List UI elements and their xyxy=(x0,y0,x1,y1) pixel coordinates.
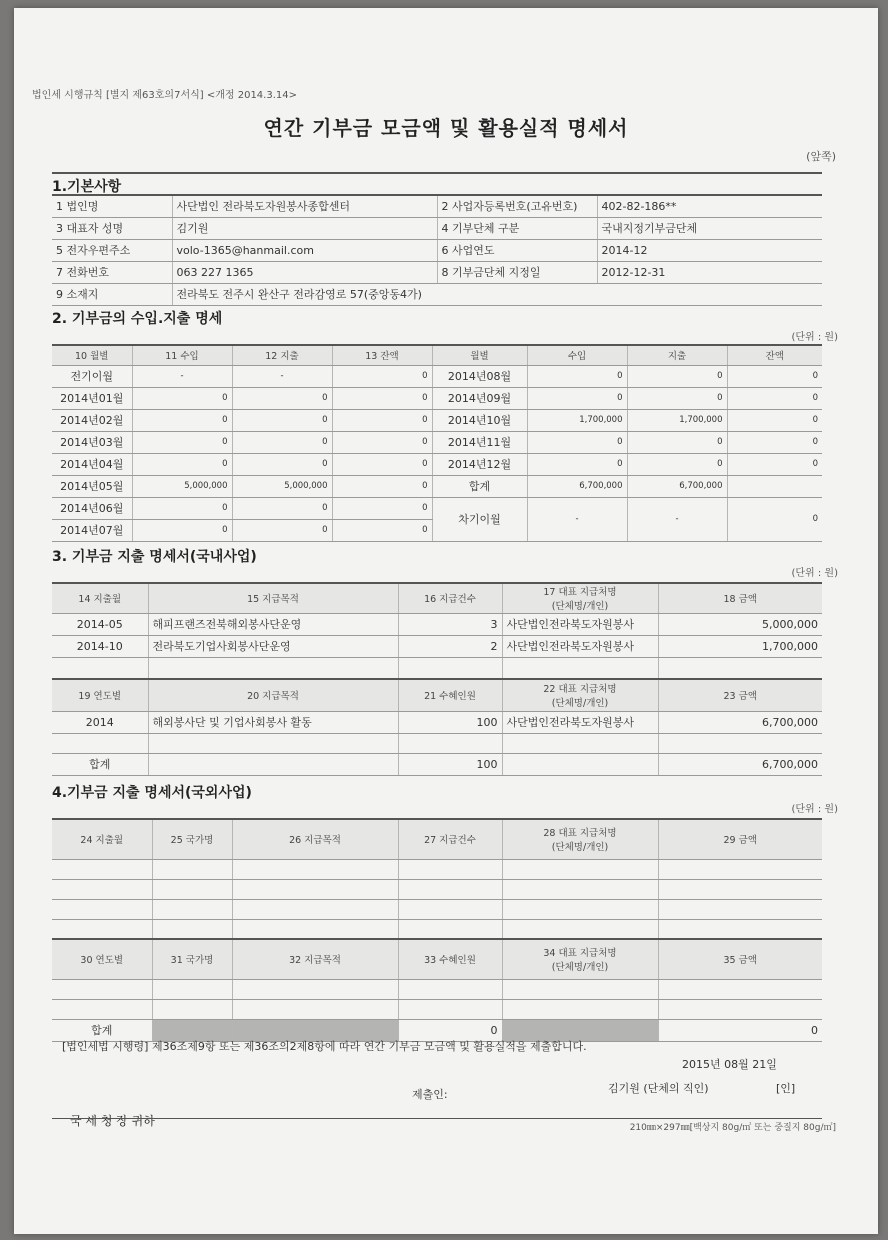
foreign-header-row-2 xyxy=(52,939,822,979)
label-address: 9 소재지 xyxy=(52,283,172,305)
seal-label: [인] xyxy=(776,1082,796,1095)
cell-expense: 0 xyxy=(627,365,727,387)
value-designation-date: 2012-12-31 xyxy=(597,261,822,283)
cell-expense: 1,700,000 xyxy=(627,409,727,431)
cell-balance: 0 xyxy=(727,431,822,453)
basic-row xyxy=(52,283,822,305)
table-row xyxy=(52,453,822,475)
cell-purpose: 해피프랜즈전북해외봉사단운영 xyxy=(148,613,398,635)
cell-balance: 0 xyxy=(727,387,822,409)
basic-row xyxy=(52,195,822,217)
cell-total-income: 6,700,000 xyxy=(527,475,627,497)
cell-carry-expense: - xyxy=(627,497,727,541)
domestic-total-row xyxy=(52,753,822,775)
table-row xyxy=(52,635,822,657)
header-payee-2-line1: 22 대표 지급처명 xyxy=(543,684,617,696)
section4-title: 4.기부금 지출 명세서(국외사업) xyxy=(52,785,252,801)
cell-expense: 0 xyxy=(627,453,727,475)
cell-month: 전기이월 xyxy=(52,365,132,387)
cell-beneficiaries: 100 xyxy=(398,711,502,733)
header-payee-2-line2: (단체명/개인) xyxy=(551,698,609,710)
table-row xyxy=(52,387,822,409)
header-payee-2 xyxy=(502,939,658,979)
cell-payee: 사단법인전라북도자원봉사 xyxy=(502,711,658,733)
table-row xyxy=(52,733,822,753)
header-purpose-2: 20 지급목적 xyxy=(148,679,398,711)
table-row xyxy=(52,497,822,519)
cell-balance: 0 xyxy=(727,453,822,475)
cell-income: 0 xyxy=(132,431,232,453)
cell-income: 0 xyxy=(132,453,232,475)
cell-amount: 6,700,000 xyxy=(658,711,822,733)
value-corp-name: 사단법인 전라북도자원봉사종합센터 xyxy=(172,195,437,217)
cell-income: 0 xyxy=(527,453,627,475)
cell-month: 2014년03월 xyxy=(52,431,132,453)
front-side-label: (앞쪽) xyxy=(806,150,836,163)
header-balance-2: 잔액 xyxy=(727,345,822,365)
cell-total-amount: 0 xyxy=(658,1019,822,1041)
header-amount: 29 금액 xyxy=(658,819,822,859)
cell-income: 0 xyxy=(132,387,232,409)
cell-total-balance xyxy=(727,475,822,497)
domestic-expense-table xyxy=(52,582,822,776)
cell-month: 2014년09월 xyxy=(432,387,527,409)
value-address: 전라북도 전주시 완산구 전라감영로 57(중앙동4가) xyxy=(172,283,822,305)
basic-row xyxy=(52,261,822,283)
cell-total-amount: 6,700,000 xyxy=(658,753,822,775)
header-expense-month: 14 지출월 xyxy=(52,583,148,613)
cell-carry-balance: 0 xyxy=(727,497,822,541)
header-income: 11 수입 xyxy=(132,345,232,365)
cell-count: 3 xyxy=(398,613,502,635)
cell-month: 2014년05월 xyxy=(52,475,132,497)
recipient: 국 세 청 장 귀하 xyxy=(70,1114,155,1128)
cell-expense: 0 xyxy=(232,431,332,453)
header-payee-2 xyxy=(502,679,658,711)
document-title: 연간 기부금 모금액 및 활용실적 명세서 xyxy=(263,116,629,140)
table-row xyxy=(52,879,822,899)
cell-amount: 5,000,000 xyxy=(658,613,822,635)
cell-month: 2014년02월 xyxy=(52,409,132,431)
cell-expense: 0 xyxy=(627,387,727,409)
cell-count: 2 xyxy=(398,635,502,657)
cell-month: 2014년04월 xyxy=(52,453,132,475)
income-expense-table xyxy=(52,344,822,542)
cell-expense: 0 xyxy=(627,431,727,453)
cell-carry-label: 차기이월 xyxy=(432,497,527,541)
label-rep-name: 3 대표자 성명 xyxy=(52,217,172,239)
value-biz-number: 402-82-186** xyxy=(597,195,822,217)
cell-expense: 0 xyxy=(232,497,332,519)
basic-info-table xyxy=(52,194,822,306)
header-amount-2: 23 금액 xyxy=(658,679,822,711)
header-month-2: 월별 xyxy=(432,345,527,365)
table-row xyxy=(52,979,822,999)
cell-income: 0 xyxy=(132,409,232,431)
cell-balance: 0 xyxy=(332,387,432,409)
cell-balance: 0 xyxy=(727,365,822,387)
label-corp-name: 1 법인명 xyxy=(52,195,172,217)
header-count: 16 지급건수 xyxy=(398,583,502,613)
cell-payee: 사단법인전라북도자원봉사 xyxy=(502,613,658,635)
cell-expense-month: 2014-10 xyxy=(52,635,148,657)
header-payee-2-line1: 34 대표 지급처명 xyxy=(543,948,617,960)
cell-balance: 0 xyxy=(332,431,432,453)
submitter-name: 김기원 (단체의 직인) xyxy=(608,1082,709,1095)
cell-month: 2014년12월 xyxy=(432,453,527,475)
cell-income: 0 xyxy=(527,387,627,409)
document-page xyxy=(14,8,878,1234)
header-purpose-2: 32 지급목적 xyxy=(232,939,398,979)
section2-title: 2. 기부금의 수입.지출 명세 xyxy=(52,311,223,327)
label-biz-number: 2 사업자등록번호(고유번호) xyxy=(437,195,597,217)
cell-income: 0 xyxy=(132,497,232,519)
submitter-label: 제출인: xyxy=(412,1088,448,1101)
cell-expense: - xyxy=(232,365,332,387)
header-payee xyxy=(502,819,658,859)
cell-expense: 0 xyxy=(232,519,332,541)
value-phone: 063 227 1365 xyxy=(172,261,437,283)
table-row xyxy=(52,365,822,387)
cell-total-label: 합계 xyxy=(52,1019,152,1041)
header-payee-line2: (단체명/개인) xyxy=(551,842,609,854)
foreign-header-row xyxy=(52,819,822,859)
cell-expense: 0 xyxy=(232,387,332,409)
table-row xyxy=(52,431,822,453)
header-beneficiaries: 33 수혜인원 xyxy=(398,939,502,979)
cell-income: 5,000,000 xyxy=(132,475,232,497)
cell-month: 2014년01월 xyxy=(52,387,132,409)
section4-unit: (단위 : 원) xyxy=(791,804,838,815)
cell-income: 0 xyxy=(527,431,627,453)
form-reference: 법인세 시행규칙 [별지 제63호의7서식] <개정 2014.3.14> xyxy=(32,90,297,101)
cell-total-label: 합계 xyxy=(52,753,148,775)
label-phone: 7 전화번호 xyxy=(52,261,172,283)
cell-balance: 0 xyxy=(727,409,822,431)
cell-carry-income: - xyxy=(527,497,627,541)
header-year: 19 연도별 xyxy=(52,679,148,711)
paper-spec: 210㎜×297㎜[백상지 80g/㎡ 또는 중질지 80g/㎡] xyxy=(629,1123,836,1133)
value-email: volo-1365@hanmail.com xyxy=(172,239,437,261)
header-year: 30 연도별 xyxy=(52,939,152,979)
section3-title: 3. 기부금 지출 명세서(국내사업) xyxy=(52,549,257,565)
table-row xyxy=(52,859,822,879)
cell-income: 0 xyxy=(132,519,232,541)
domestic-header-row-2 xyxy=(52,679,822,711)
header-expense-month: 24 지출월 xyxy=(52,819,152,859)
cell-balance: 0 xyxy=(332,497,432,519)
table-row xyxy=(52,613,822,635)
header-payee-line1: 17 대표 지급처명 xyxy=(543,587,617,599)
cell-purpose: 전라북도기업사회봉사단운영 xyxy=(148,635,398,657)
section3-unit: (단위 : 원) xyxy=(791,568,838,579)
cell-income: - xyxy=(132,365,232,387)
cell-total-beneficiaries: 100 xyxy=(398,753,502,775)
header-payee-line2: (단체명/개인) xyxy=(551,601,609,613)
cell-expense-month: 2014-05 xyxy=(52,613,148,635)
header-income-2: 수입 xyxy=(527,345,627,365)
cell-amount: 1,700,000 xyxy=(658,635,822,657)
cell-balance: 0 xyxy=(332,453,432,475)
cell-total-expense: 6,700,000 xyxy=(627,475,727,497)
header-amount-2: 35 금액 xyxy=(658,939,822,979)
table-row xyxy=(52,711,822,733)
label-fiscal-year: 6 사업연도 xyxy=(437,239,597,261)
basic-row xyxy=(52,217,822,239)
income-header-row xyxy=(52,345,822,365)
header-purpose: 15 지급목적 xyxy=(148,583,398,613)
table-row xyxy=(52,475,822,497)
section1-title: 1.기본사항 xyxy=(52,179,122,195)
value-org-type: 국내지정기부금단체 xyxy=(597,217,822,239)
cell-balance: 0 xyxy=(332,519,432,541)
submission-statement: [법인세법 시행령] 제36조제9항 또는 제36조의2제8항에 따라 연간 기부금 모금액 및 활용실적을 제출합니다. xyxy=(62,1040,587,1053)
header-expense: 12 지출 xyxy=(232,345,332,365)
header-count: 27 지급건수 xyxy=(398,819,502,859)
section2-unit: (단위 : 원) xyxy=(791,332,838,343)
basic-row xyxy=(52,239,822,261)
cell-year: 2014 xyxy=(52,711,148,733)
header-payee-2-line2: (단체명/개인) xyxy=(551,962,609,974)
header-beneficiaries: 21 수혜인원 xyxy=(398,679,502,711)
table-row xyxy=(52,409,822,431)
table-row xyxy=(52,919,822,939)
header-payee-line1: 28 대표 지급처명 xyxy=(543,828,617,840)
value-rep-name: 김기원 xyxy=(172,217,437,239)
foreign-expense-table xyxy=(52,818,822,1042)
cell-total-label: 합계 xyxy=(432,475,527,497)
submission-date: 2015년 08월 21일 xyxy=(682,1058,777,1071)
header-country: 25 국가명 xyxy=(152,819,232,859)
label-email: 5 전자우편주소 xyxy=(52,239,172,261)
cell-expense: 0 xyxy=(232,409,332,431)
header-expense-2: 지출 xyxy=(627,345,727,365)
cell-expense: 0 xyxy=(232,453,332,475)
cell-purpose: 해외봉사단 및 기업사회봉사 활동 xyxy=(148,711,398,733)
cell-balance: 0 xyxy=(332,365,432,387)
cell-expense: 5,000,000 xyxy=(232,475,332,497)
header-amount: 18 금액 xyxy=(658,583,822,613)
header-balance: 13 잔액 xyxy=(332,345,432,365)
cell-month: 2014년11월 xyxy=(432,431,527,453)
label-org-type: 4 기부단체 구분 xyxy=(437,217,597,239)
cell-balance: 0 xyxy=(332,409,432,431)
header-payee xyxy=(502,583,658,613)
cell-total-beneficiaries: 0 xyxy=(398,1019,502,1041)
cell-month: 2014년10월 xyxy=(432,409,527,431)
header-country-2: 31 국가명 xyxy=(152,939,232,979)
cell-month: 2014년06월 xyxy=(52,497,132,519)
table-row xyxy=(52,899,822,919)
header-purpose: 26 지급목적 xyxy=(232,819,398,859)
cell-balance: 0 xyxy=(332,475,432,497)
cell-month: 2014년07월 xyxy=(52,519,132,541)
cell-income: 1,700,000 xyxy=(527,409,627,431)
cell-income: 0 xyxy=(527,365,627,387)
cell-payee: 사단법인전라북도자원봉사 xyxy=(502,635,658,657)
header-month: 10 월별 xyxy=(52,345,132,365)
table-row xyxy=(52,999,822,1019)
table-row xyxy=(52,657,822,679)
cell-month: 2014년08월 xyxy=(432,365,527,387)
value-fiscal-year: 2014-12 xyxy=(597,239,822,261)
label-designation-date: 8 기부금단체 지정일 xyxy=(437,261,597,283)
domestic-header-row xyxy=(52,583,822,613)
